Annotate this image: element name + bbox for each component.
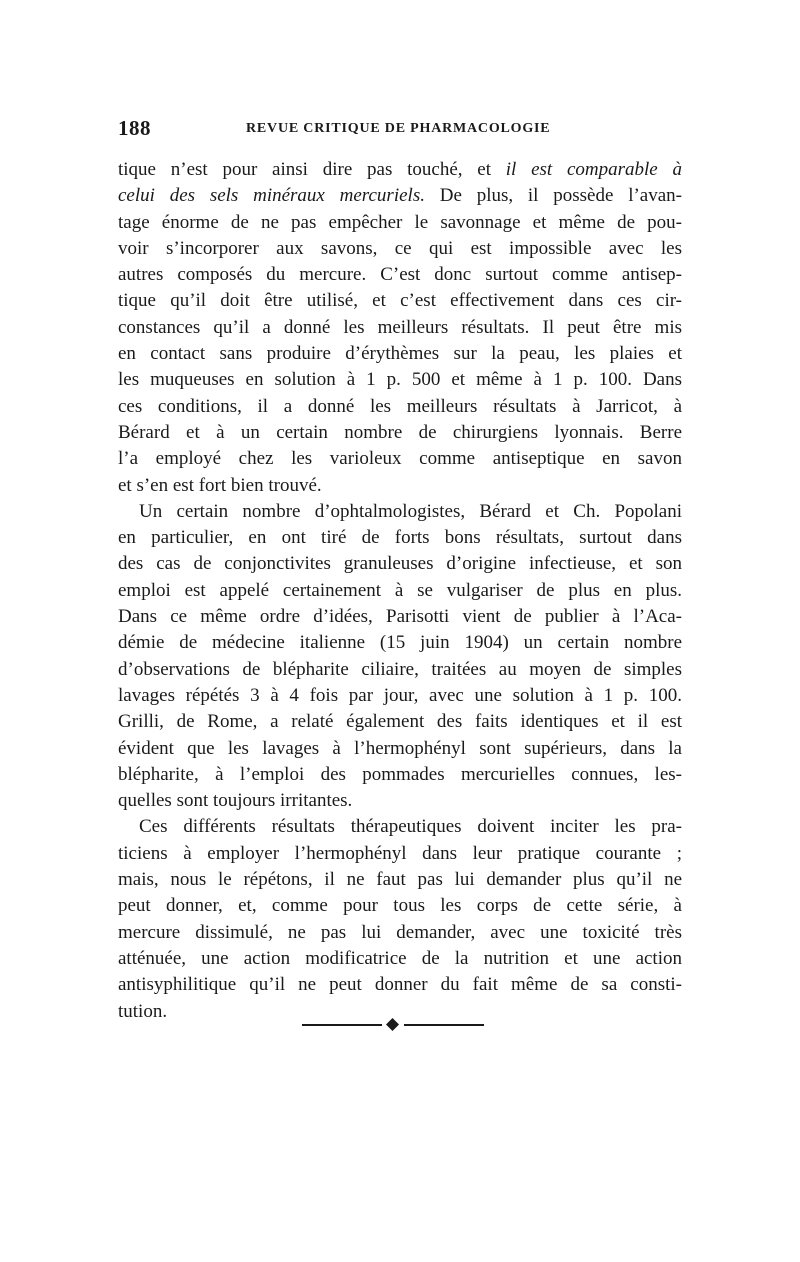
line-text: tique qu’il doit être utilisé, et c’est effectivement dans ces cir- bbox=[118, 290, 682, 312]
line-text: emploi est appelé certainement à se vulgariser de plus en plus. bbox=[118, 579, 682, 601]
line-text: quelles sont toujours irritantes. bbox=[118, 790, 353, 812]
line-text: constances qu’il a donné les meilleurs résultats. Il peut être mis bbox=[118, 316, 682, 338]
line-text: tution. bbox=[118, 1000, 168, 1022]
line-text: Un certain nombre d’ophtalmologistes, Bérard et Ch. Popolani bbox=[139, 500, 682, 522]
text-line bbox=[118, 972, 682, 998]
text-line bbox=[118, 288, 682, 314]
text-line bbox=[118, 210, 682, 236]
text-line bbox=[118, 525, 682, 551]
page-number: 188 bbox=[118, 116, 151, 140]
text-line bbox=[118, 867, 682, 893]
line-text: Grilli, de Rome, a relaté également des faits identiques et il est bbox=[118, 711, 682, 733]
text-line bbox=[118, 341, 682, 367]
line-text: tage énorme de ne pas empêcher le savonnage et même de pou- bbox=[118, 211, 682, 233]
line-text: en particulier, en ont tiré de forts bons résultats, surtout dans bbox=[118, 527, 682, 549]
line-text: De plus, il possède l’avan- bbox=[424, 185, 682, 207]
line-text: et s’en est fort bien trouvé. bbox=[118, 474, 322, 496]
line-text: démie de médecine italienne (15 juin 1904) un certain nombre bbox=[118, 632, 682, 654]
line-text: des cas de conjonctivites granuleuses d’origine infectieuse, et son bbox=[118, 553, 682, 575]
text-line bbox=[118, 499, 682, 525]
text-line bbox=[118, 394, 682, 420]
text-line bbox=[118, 920, 682, 946]
text-line bbox=[118, 315, 682, 341]
line-text: tique n’est pour ainsi dire pas touché, et bbox=[118, 159, 506, 180]
text-line bbox=[118, 946, 682, 972]
line-text: voir s’incorporer aux savons, ce qui est impossible avec les bbox=[118, 237, 682, 259]
page-header bbox=[118, 116, 684, 144]
text-line bbox=[118, 446, 682, 472]
diamond-ornament-icon bbox=[386, 1018, 399, 1031]
text-line bbox=[118, 841, 682, 867]
text-line bbox=[118, 630, 682, 656]
text-line bbox=[118, 183, 682, 209]
text-line bbox=[118, 157, 682, 183]
text-line bbox=[118, 420, 682, 446]
running-title: REVUE CRITIQUE DE PHARMACOLOGIE bbox=[246, 121, 551, 136]
text-line bbox=[118, 236, 682, 262]
line-text: Ces différents résultats thérapeutiques doivent inciter les pra- bbox=[139, 816, 682, 838]
text-line bbox=[118, 762, 682, 788]
line-text: évident que les lavages à l’hermophényl sont supérieurs, dans la bbox=[118, 737, 682, 759]
line-text: ticiens à employer l’hermophényl dans leur pratique courante ; bbox=[118, 842, 682, 864]
line-text: autres composés du mercure. C’est donc surtout comme antisep- bbox=[118, 264, 682, 286]
line-text: mercure dissimulé, ne pas lui demander, avec une toxicité très bbox=[118, 921, 682, 943]
line-text: en contact sans produire d’érythèmes sur la peau, les plaies et bbox=[118, 343, 682, 365]
text-line bbox=[118, 709, 682, 735]
line-text: l’a employé chez les varioleux comme antiseptique en savon bbox=[118, 448, 682, 470]
text-line bbox=[118, 367, 682, 393]
line-text: peut donner, et, comme pour tous les corps de cette série, à bbox=[118, 895, 682, 917]
line-text: atténuée, une action modificatrice de la nutrition et une action bbox=[118, 947, 682, 969]
text-line bbox=[118, 814, 682, 840]
italic-text: celui des sels minéraux mercuriels. bbox=[118, 185, 425, 207]
text-line bbox=[118, 683, 682, 709]
line-text: mais, nous le répétons, il ne faut pas lui demander plus qu’il ne bbox=[118, 869, 682, 891]
line-text: blépharite, à l’emploi des pommades mercurielles connues, les- bbox=[118, 763, 682, 785]
text-line bbox=[118, 551, 682, 577]
line-text: lavages répétés 3 à 4 fois par jour, avec une solution à 1 p. 100. bbox=[118, 684, 682, 706]
text-line bbox=[118, 473, 682, 499]
body-text bbox=[118, 157, 682, 1025]
line-text: Dans ce même ordre d’idées, Parisotti vient de publier à l’Aca- bbox=[118, 606, 682, 628]
text-line bbox=[118, 736, 682, 762]
line-text: d’observations de blépharite ciliaire, traitées au moyen de simples bbox=[118, 658, 682, 680]
line-text: Bérard et à un certain nombre de chirurgiens lyonnais. Berre bbox=[118, 421, 682, 443]
line-text: antisyphilitique qu’il ne peut donner du fait même de sa consti- bbox=[118, 974, 682, 996]
section-separator bbox=[302, 1016, 484, 1034]
text-line bbox=[118, 262, 682, 288]
italic-text: il est comparable à bbox=[505, 159, 682, 180]
separator-rule-left bbox=[302, 1024, 382, 1026]
line-text: ces conditions, il a donné les meilleurs résultats à Jarricot, à bbox=[118, 395, 682, 417]
text-line bbox=[118, 604, 682, 630]
text-line bbox=[118, 893, 682, 919]
separator-rule-right bbox=[404, 1024, 484, 1026]
line-text: les muqueuses en solution à 1 p. 500 et même à 1 p. 100. Dans bbox=[118, 369, 682, 391]
text-line bbox=[118, 788, 682, 814]
text-line bbox=[118, 657, 682, 683]
text-line bbox=[118, 578, 682, 604]
